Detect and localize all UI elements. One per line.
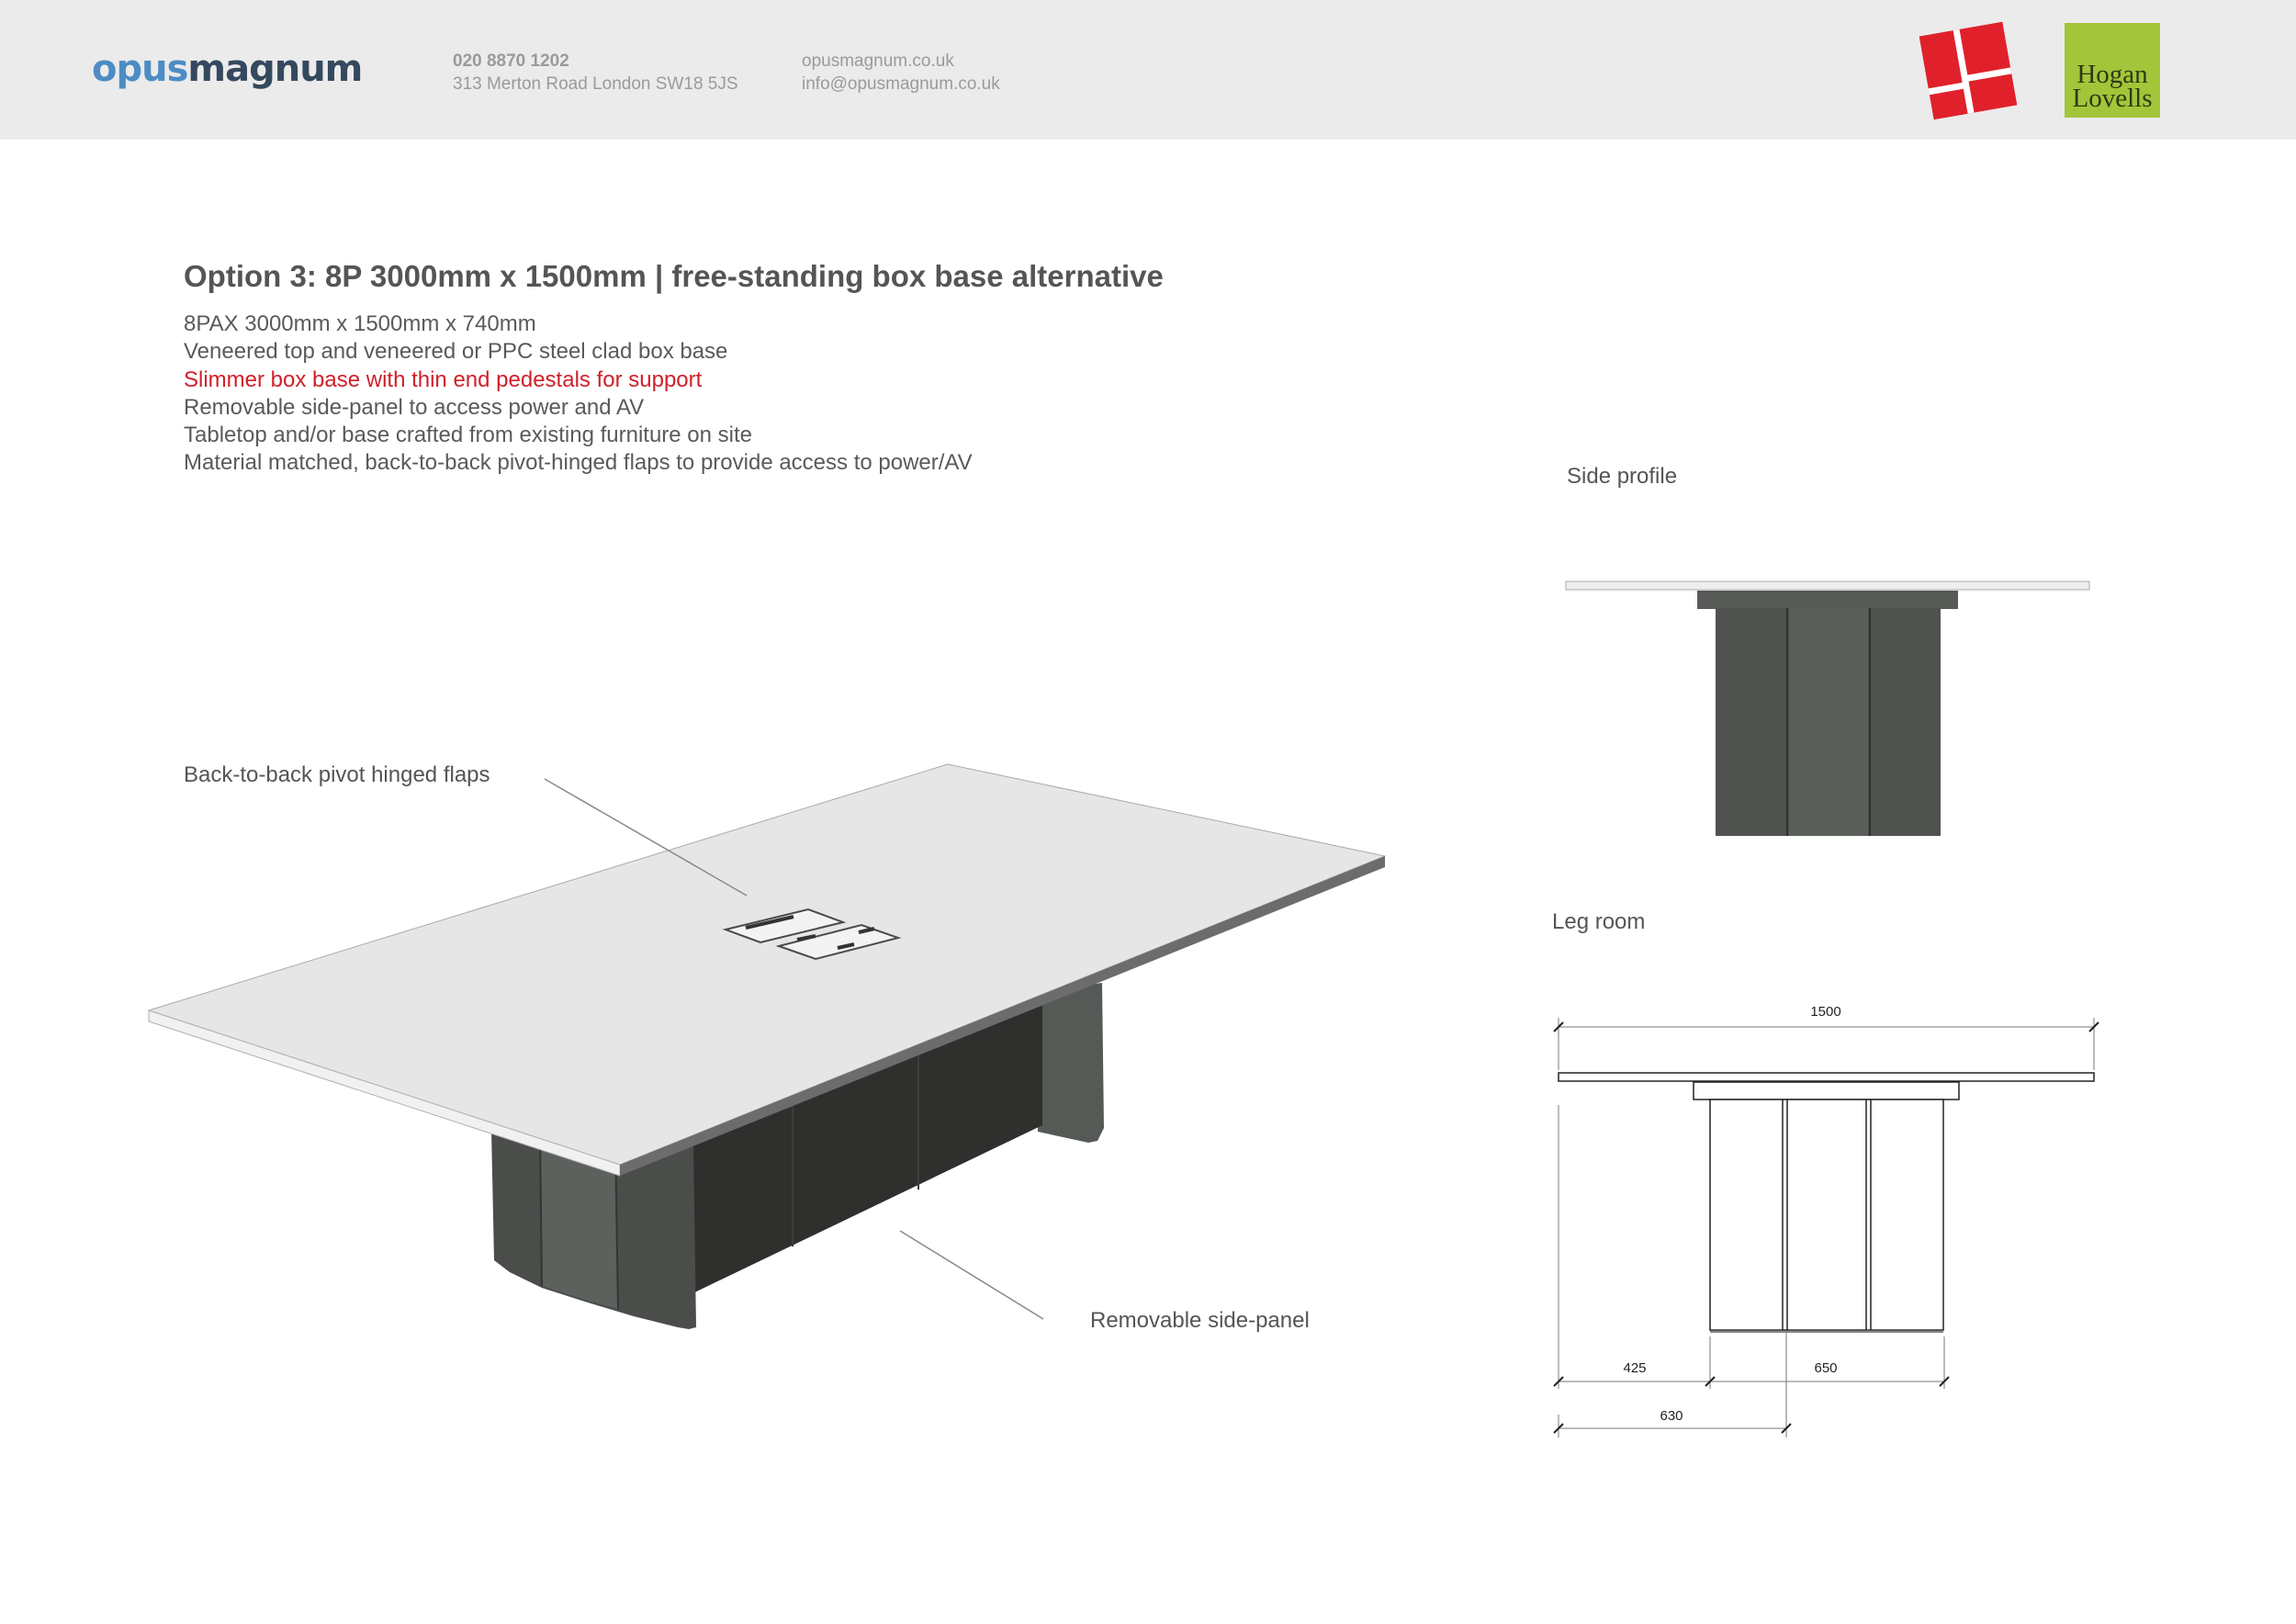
leg-room-base — [1710, 1100, 1943, 1330]
dimension-leg-depth: 630 — [1660, 1408, 1683, 1424]
leg-room-top — [1559, 1073, 2094, 1081]
leg-room-drawing — [1543, 992, 2112, 1451]
header-bar — [0, 0, 2296, 140]
opusmagnum-logo[interactable] — [92, 48, 362, 90]
leg-room-apron — [1694, 1082, 1959, 1100]
logo-part-opus: opus — [92, 48, 188, 90]
hogan-lovells-logo — [2065, 23, 2160, 118]
phone-number[interactable]: 020 8870 1202 — [453, 51, 569, 71]
annotation-side-panel-label: Removable side-panel — [1090, 1308, 1310, 1333]
dimension-width: 1500 — [1810, 1004, 1841, 1020]
logo-part-magnum: magnum — [187, 48, 363, 90]
table-3d-render — [138, 753, 1405, 1341]
email-link[interactable]: info@opusmagnum.co.uk — [802, 74, 1000, 94]
client-logo-line1: Hogan — [2077, 60, 2148, 89]
spec-line: Veneered top and veneered or PPC steel clad box base — [184, 339, 728, 365]
contact-web-block — [802, 50, 1000, 96]
page-title: Option 3: 8P 3000mm x 1500mm | free-standing box base alternative — [184, 259, 1164, 293]
tabletop — [149, 764, 1385, 1165]
spec-line: Removable side-panel to access power and AV — [184, 394, 645, 420]
website-link[interactable]: opusmagnum.co.uk — [802, 51, 954, 71]
spec-line: 8PAX 3000mm x 1500mm x 740mm — [184, 311, 536, 336]
side-profile-label: Side profile — [1567, 464, 1678, 489]
spec-line: Tabletop and/or base crafted from existing furniture on site — [184, 423, 753, 448]
red-square-logo-icon — [1918, 20, 2019, 121]
side-profile-top — [1566, 581, 2089, 590]
spec-line-highlight: Slimmer box base with thin end pedestals for support — [184, 367, 703, 392]
client-logo-line2: Lovells — [2072, 84, 2153, 113]
far-pedestal — [1038, 983, 1104, 1143]
contact-address-block — [453, 50, 738, 96]
spec-line: Material matched, back-to-back pivot-hinged flaps to provide access to power/AV — [184, 450, 973, 476]
leader-line-side-panel — [900, 1231, 1043, 1319]
spec-list — [184, 310, 973, 478]
postal-address: 313 Merton Road London SW18 5JS — [453, 74, 738, 94]
dimension-base-width: 650 — [1814, 1360, 1838, 1376]
annotation-flaps-label: Back-to-back pivot hinged flaps — [184, 762, 490, 787]
side-profile-apron — [1697, 591, 1958, 609]
dimension-left-offset: 425 — [1623, 1360, 1647, 1376]
side-profile-drawing — [1561, 570, 2094, 845]
leg-room-label: Leg room — [1552, 909, 1646, 934]
